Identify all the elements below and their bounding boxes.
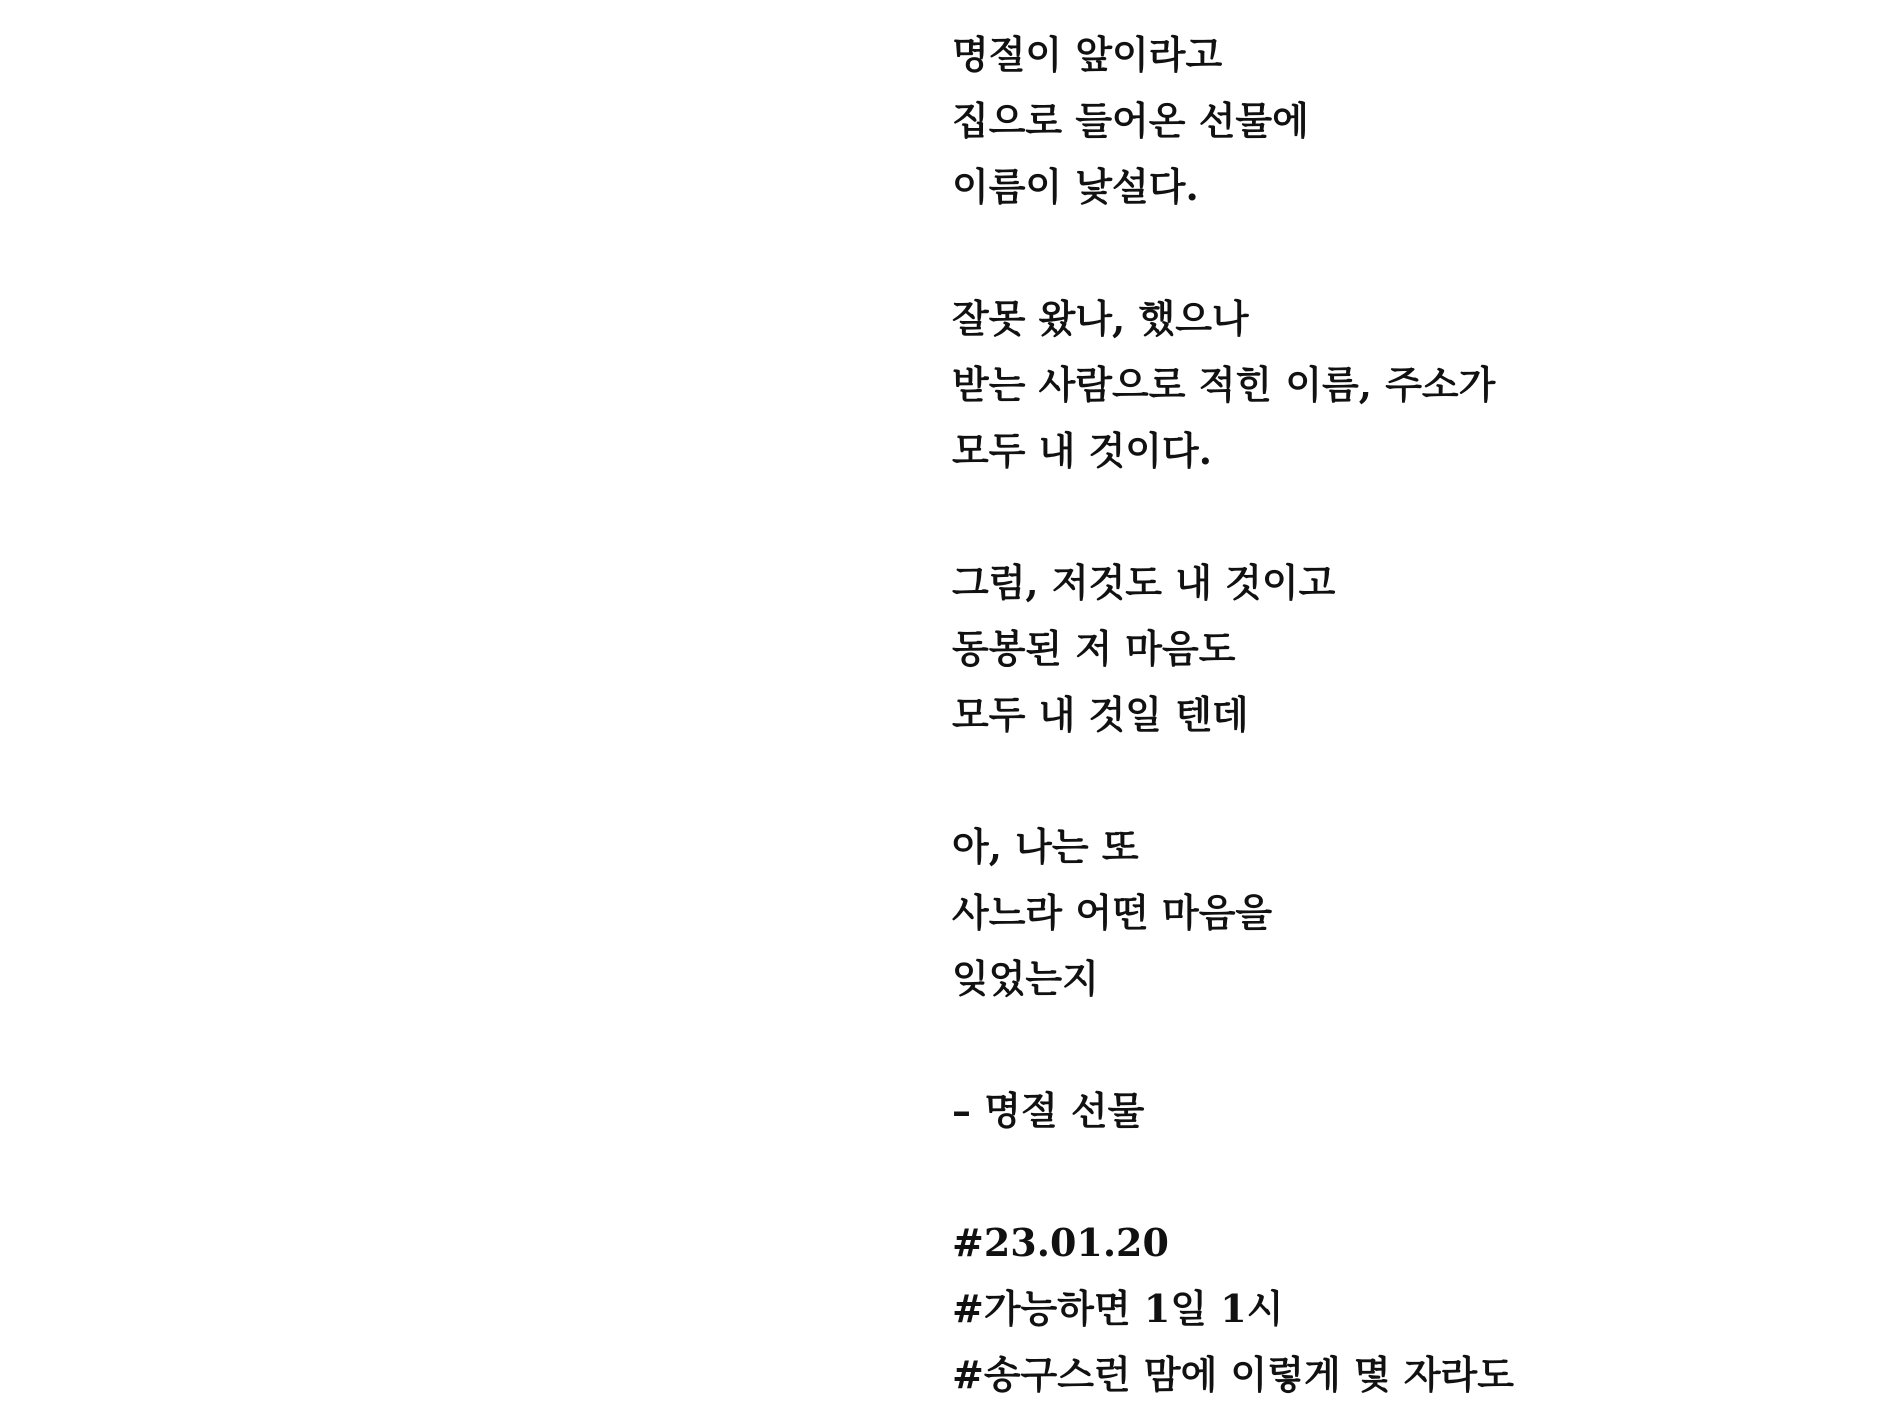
stanza-break xyxy=(952,484,1852,550)
poem-line: 받는 사람으로 적힌 이름, 주소가 xyxy=(952,362,1496,407)
stanza-break xyxy=(952,220,1852,286)
stanza-break xyxy=(952,748,1852,814)
stanza-2 xyxy=(952,286,1852,484)
poem-line: 그럼, 저것도 내 것이고 xyxy=(952,560,1336,605)
hashtag[interactable]: #23.01.20 xyxy=(952,1220,1169,1265)
poem-line: 아, 나는 또 xyxy=(952,824,1139,869)
poem-line: 모두 내 것일 텐데 xyxy=(952,692,1249,737)
poem-line: 이름이 낯설다. xyxy=(952,164,1199,209)
stanza-1 xyxy=(952,22,1852,220)
poem-line: 명절이 앞이라고 xyxy=(952,32,1223,77)
stanza-3 xyxy=(952,550,1852,748)
poem-body xyxy=(952,22,1852,1408)
poem-line: 집으로 들어온 선물에 xyxy=(952,98,1309,143)
stanza-break xyxy=(952,1012,1852,1078)
hashtag[interactable]: #가능하면 1일 1시 xyxy=(952,1286,1284,1331)
poem-line: 모두 내 것이다. xyxy=(952,428,1212,473)
stanza-4 xyxy=(952,814,1852,1012)
poem-line: 잊었는지 xyxy=(952,956,1099,1001)
hashtag[interactable]: #송구스런 맘에 이렇게 몇 자라도 xyxy=(952,1352,1514,1397)
poem-line: 잘못 왔나, 했으나 xyxy=(952,296,1249,341)
poem-title: – 명절 선물 xyxy=(952,1088,1145,1133)
stanza-break xyxy=(952,1144,1852,1210)
poem-line: 사느라 어떤 마음을 xyxy=(952,890,1273,935)
hashtag-list xyxy=(952,1210,1852,1408)
poem-line: 동봉된 저 마음도 xyxy=(952,626,1236,671)
